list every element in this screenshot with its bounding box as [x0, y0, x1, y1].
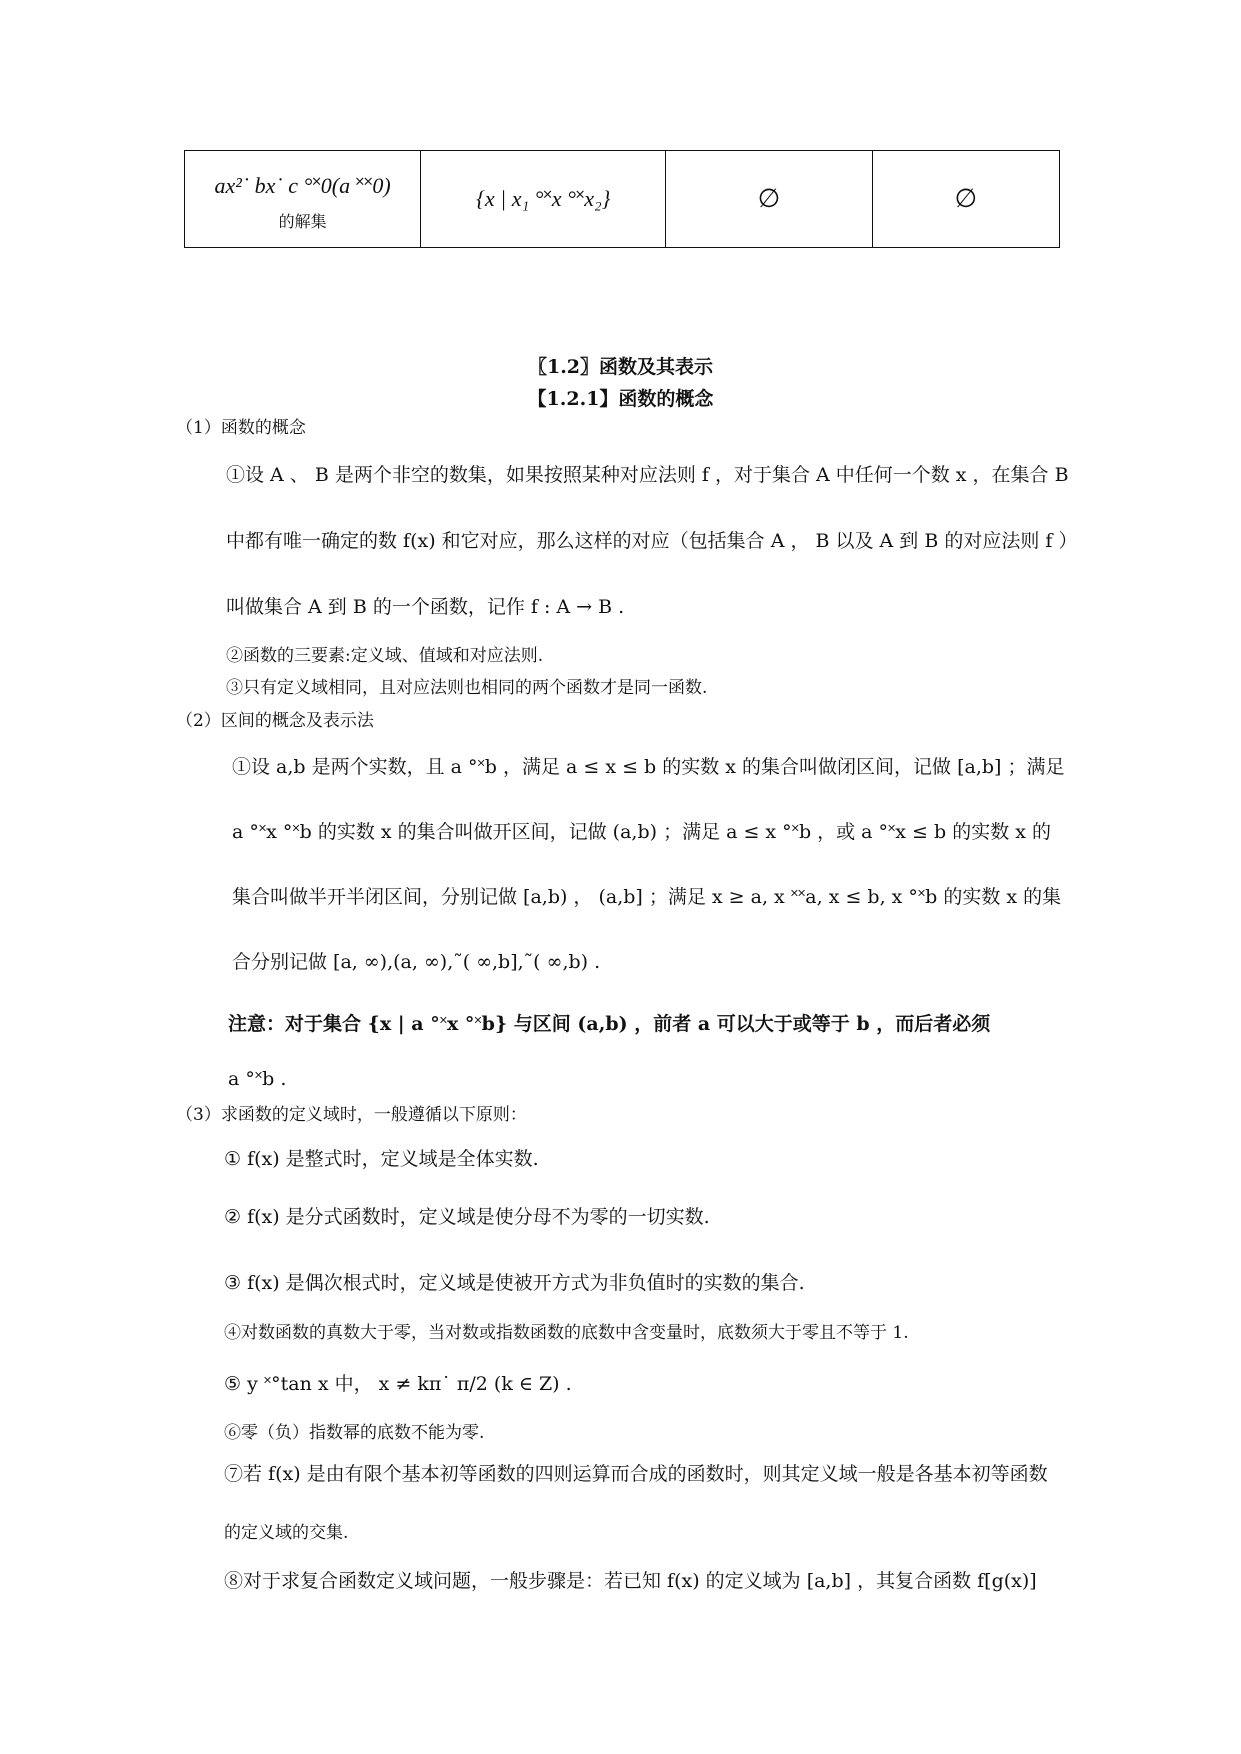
text-line: ⑥零（负）指数幂的底数不能为零.: [224, 1423, 485, 1443]
quadratic-expression: ax²˙ bx˙ c °˟0(a ˟˟0): [214, 172, 391, 198]
text-line: 的定义域的交集.: [224, 1523, 349, 1543]
empty-set-symbol: ∅: [954, 184, 978, 213]
text-line: a °˟x °˟b 的实数 x 的集合叫做开区间，记做 (a,b) ；满足 a ≤ x °˟b ，或 a °˟x ≤ b 的实数 x 的: [232, 821, 1052, 843]
text-line: ③ f(x) 是偶次根式时，定义域是使被开方式为非负值时的实数的集合.: [224, 1272, 805, 1294]
text-line: 叫做集合 A 到 B 的一个函数，记作 f : A → B .: [226, 596, 625, 618]
text-line: （2）区间的概念及表示法: [176, 711, 374, 731]
empty-set-symbol: ∅: [757, 184, 781, 213]
section-heading: 〖1.2〗函数及其表示: [527, 356, 714, 378]
text-line: ③只有定义域相同，且对应法则也相同的两个函数才是同一函数.: [226, 678, 708, 698]
text-line: （3）求函数的定义域时，一般遵循以下原则：: [176, 1105, 527, 1125]
note-line: 注意：对于集合 {x | a °˟x °˟b} 与区间 (a,b) ，前者 a 可以大于或等于 b ，而后者必须: [228, 1013, 991, 1035]
text-line: ④对数函数的真数大于零，当对数或指数函数的底数中含变量时，底数须大于零且不等于 1.: [224, 1323, 909, 1343]
text-line: 合分别记做 [a, ∞),(a, ∞),˜( ∞,b],˜( ∞,b) .: [232, 951, 601, 973]
table-cell-set: [421, 151, 666, 248]
text-line: ①设 a,b 是两个实数，且 a °˟b ，满足 a ≤ x ≤ b 的实数 x 的集合叫做闭区间，记做 [a,b] ；满足: [232, 756, 1065, 778]
text-line: ②函数的三要素:定义域、值域和对应法则.: [226, 646, 544, 666]
text-line: 集合叫做半开半闭区间，分别记做 [a,b) ， (a,b] ；满足 x ≥ a, x ˟˟a, x ≤ b, x °˟b 的实数 x 的集: [232, 886, 1062, 908]
text-line: ⑧对于求复合函数定义域问题，一般步骤是：若已知 f(x) 的定义域为 [a,b] ，其复合函数 f[g(x)]: [224, 1570, 1037, 1592]
text-line: ⑦若 f(x) 是由有限个基本初等函数的四则运算而合成的函数时，则其定义域一般是各基本初等函数: [224, 1463, 1048, 1485]
solution-set-table: [184, 150, 1060, 248]
text-line: ① f(x) 是整式时，定义域是全体实数.: [224, 1148, 539, 1170]
table-cell-empty-1: [666, 151, 872, 248]
text-line: ⑤ y ˟°tan x 中， x ≠ kπ˙ π/2 (k ∈ Z) .: [224, 1373, 572, 1395]
text-line: （1）函数的概念: [176, 418, 306, 438]
text-line: ①设 A 、 B 是两个非空的数集，如果按照某种对应法则 f ，对于集合 A 中任何一个数 x ，在集合 B: [226, 464, 1069, 486]
text-line: a °˟b .: [228, 1068, 287, 1090]
text-line: 中都有唯一确定的数 f(x) 和它对应，那么这样的对应（包括集合 A ， B 以及 A 到 B 的对应法则 f ）: [226, 530, 1078, 552]
interval-set: {x | x₁ °˟x °˟x₂}: [476, 186, 611, 211]
table-cell-expression: [185, 151, 421, 248]
table-row: [185, 151, 1060, 248]
solution-set-label: 的解集: [278, 211, 327, 231]
subsection-heading: 【1.2.1】函数的概念: [527, 388, 714, 410]
table-cell-empty-2: [872, 151, 1059, 248]
text-line: ② f(x) 是分式函数时，定义域是使分母不为零的一切实数.: [224, 1206, 710, 1228]
